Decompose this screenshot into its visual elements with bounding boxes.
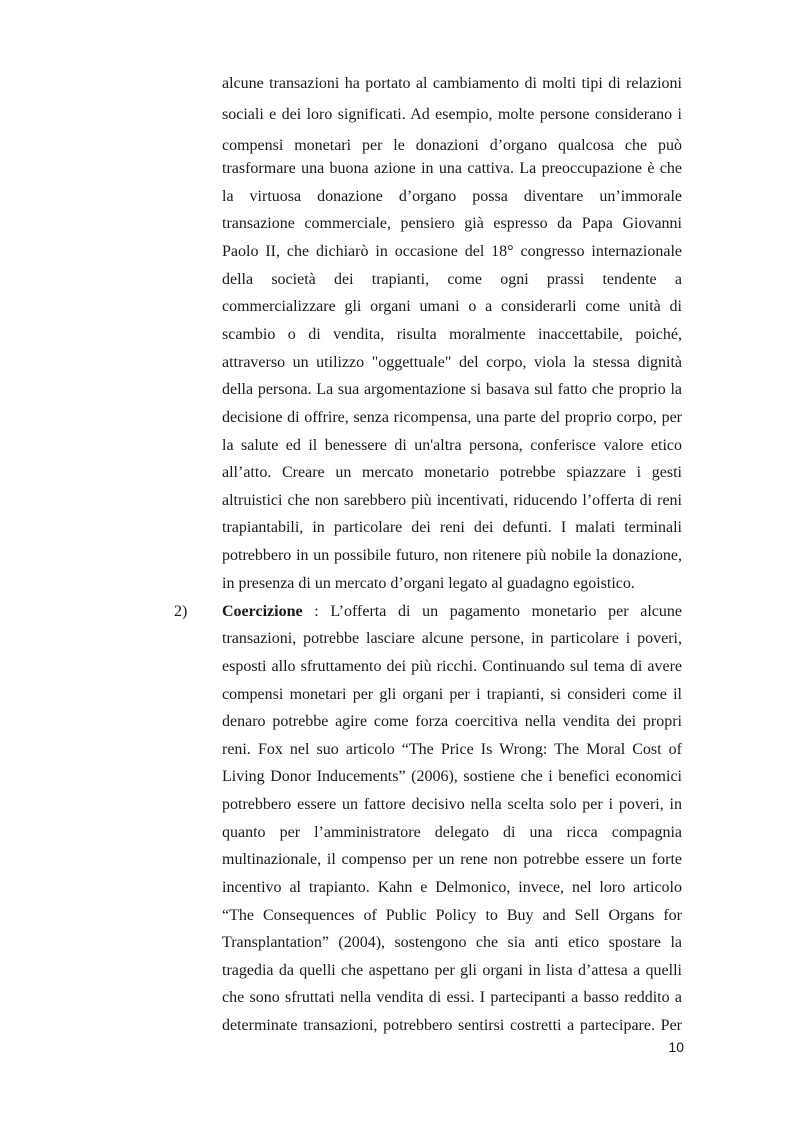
list-item-line: che sono sfruttati nella vendita di essi. I partecipanti a basso reddito a <box>222 989 682 1006</box>
list-item-line: reni. Fox nel suo articolo “The Price Is Wrong: The Moral Cost of <box>222 741 682 758</box>
paragraph-line: la salute ed il benessere di un'altra persona, conferisce valore etico <box>222 437 682 454</box>
paragraph-line: sociali e dei loro significati. Ad esempio, molte persone considerano i <box>222 106 682 123</box>
paragraph-line: all’atto. Creare un mercato monetario potrebbe spiazzare i gesti <box>222 464 682 481</box>
list-item-line: multinazionale, il compenso per un rene non potrebbe essere un forte <box>222 851 682 868</box>
list-item-line: denaro potrebbe agire come forza coercitiva nella vendita dei propri <box>222 713 682 730</box>
list-item-line: Living Donor Inducements” (2006), sostiene che i benefici economici <box>222 768 682 785</box>
paragraph-line: scambio o di vendita, risulta moralmente inaccettabile, poiché, <box>222 326 682 343</box>
paragraph-line: della persona. La sua argomentazione si basava sul fatto che proprio la <box>222 381 682 398</box>
list-item-line: compensi monetari per gli organi per i trapianti, si consideri come il <box>222 686 682 703</box>
paragraph-line: trasformare una buona azione in una cattiva. La preoccupazione è che <box>222 160 682 177</box>
list-item-line: Transplantation” (2004), sostengono che sia anti etico spostare la <box>222 934 682 951</box>
page-number: 10 <box>668 1039 684 1055</box>
list-marker: 2) <box>174 603 188 620</box>
paragraph-line: alcune transazioni ha portato al cambiamento di molti tipi di relazioni <box>222 75 682 92</box>
paragraph-line: attraverso un utilizzo "oggettuale" del corpo, viola la stessa dignità <box>222 354 682 371</box>
paragraph-line: altruistici che non sarebbero più incentivati, riducendo l’offerta di reni <box>222 492 682 509</box>
item-term: Coercizione <box>222 603 303 620</box>
list-item-line: potrebbero essere un fattore decisivo nella scelta solo per i poveri, in <box>222 796 682 813</box>
paragraph-line: Paolo II, che dichiarò in occasione del 18° congresso internazionale <box>222 243 682 260</box>
list-item-line: “The Consequences of Public Policy to Buy and Sell Organs for <box>222 907 682 924</box>
paragraph-line: compensi monetari per le donazioni d’organo qualcosa che può <box>222 137 682 154</box>
list-item-line: incentivo al trapianto. Kahn e Delmonico, invece, nel loro articolo <box>222 879 682 896</box>
item-first-line-text: : L’offerta di un pagamento monetario per alcune <box>314 603 683 620</box>
paragraph-line: decisione di offrire, senza ricompensa, una parte del proprio corpo, per <box>222 409 682 426</box>
paragraph-line: la virtuosa donazione d’organo possa diventare un’immorale <box>222 188 682 205</box>
paragraph-line: trapiantabili, in particolare dei reni dei defunti. I malati terminali <box>222 519 682 536</box>
list-item-line: tragedia da quelli che aspettano per gli organi in lista d’attesa a quelli <box>222 962 682 979</box>
list-item-line: transazioni, potrebbe lasciare alcune persone, in particolare i poveri, <box>222 630 682 647</box>
paragraph-line: in presenza di un mercato d’organi legato al guadagno egoistico. <box>222 575 635 592</box>
list-item-first-line <box>222 603 682 621</box>
paragraph-line: transazione commerciale, pensiero già espresso da Papa Giovanni <box>222 215 682 232</box>
paragraph-line: della società dei trapianti, come ogni prassi tendente a <box>222 271 682 288</box>
list-item-line: esposti allo sfruttamento dei più ricchi. Continuando sul tema di avere <box>222 658 682 675</box>
paragraph-line: commercializzare gli organi umani o a considerarli come unità di <box>222 298 682 315</box>
paragraph-line: potrebbero in un possibile futuro, non ritenere più nobile la donazione, <box>222 547 682 564</box>
list-item-line: quanto per l’amministratore delegato di una ricca compagnia <box>222 824 682 841</box>
list-item-line: determinate transazioni, potrebbero sentirsi costretti a partecipare. Per <box>222 1017 682 1034</box>
